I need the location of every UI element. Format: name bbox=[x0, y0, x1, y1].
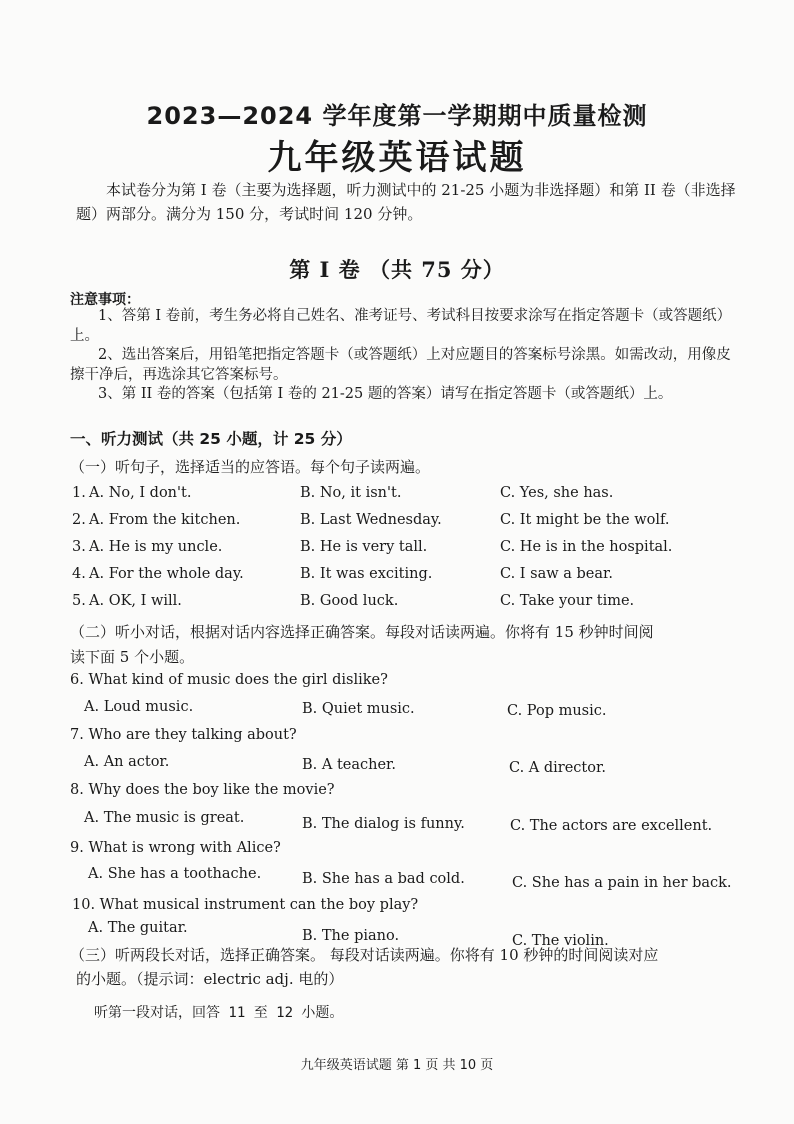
question-number: 4. bbox=[72, 566, 86, 582]
option-b: B. It was exciting. bbox=[300, 566, 433, 582]
option-b: B. Last Wednesday. bbox=[300, 512, 442, 528]
option-c: C. The actors are excellent. bbox=[510, 818, 713, 834]
option-c: C. He is in the hospital. bbox=[500, 539, 673, 555]
notice-list bbox=[70, 307, 736, 405]
section-title: 第 I 卷 （共 75 分） bbox=[289, 257, 505, 282]
exam-title-line1: 2023—2024 学年度第一学期期中质量检测 bbox=[146, 102, 648, 130]
option-a: A. OK, I will. bbox=[89, 593, 182, 609]
option-a: A. He is my uncle. bbox=[89, 539, 223, 555]
option-b: B. Good luck. bbox=[300, 593, 399, 609]
option-c: C. The violin. bbox=[512, 933, 609, 949]
sub3-instruction-line2: 的小题。（提示词：electric adj. 电的） bbox=[76, 970, 344, 988]
option-b: B. Quiet music. bbox=[302, 701, 415, 717]
notice-item: 3、第 II 卷的答案（包括第 I 卷的 21-25 题的答案）请写在指定答题卡（或答题纸）上。 bbox=[98, 386, 673, 402]
sub3-instruction-line3: 听第一段对话，回答 11 至 12 小题。 bbox=[94, 1005, 344, 1021]
question-text: 6. What kind of music does the girl dislike? bbox=[70, 672, 388, 688]
sub1-instruction: （一）听句子，选择适当的应答语。每个句子读两遍。 bbox=[70, 458, 431, 476]
question-text: 7. Who are they talking about? bbox=[70, 727, 297, 743]
page-footer: 九年级英语试题 第 1 页 共 10 页 bbox=[300, 1058, 494, 1073]
option-a: A. For the whole day. bbox=[89, 566, 244, 582]
question-text: 10. What musical instrument can the boy play? bbox=[72, 897, 419, 913]
option-a: A. From the kitchen. bbox=[89, 512, 241, 528]
sub2-instruction-line1: （二）听小对话，根据对话内容选择正确答案。每段对话读两遍。你将有 15 秒钟时间阅 bbox=[70, 623, 654, 641]
option-a: A. The guitar. bbox=[88, 920, 188, 936]
notice-heading: 注意事项： bbox=[70, 292, 140, 308]
option-c: C. It might be the wolf. bbox=[500, 512, 670, 528]
option-a: A. She has a toothache. bbox=[88, 866, 262, 882]
sub2-instruction-line2: 读下面 5 个小题。 bbox=[70, 648, 195, 666]
sub3-instruction-line1: （三）听两段长对话，选择正确答案。 每段对话读两遍。你将有 10 秒钟的时间阅读对应 bbox=[70, 946, 659, 964]
question-number: 1. bbox=[72, 485, 86, 501]
option-a: A. Loud music. bbox=[84, 699, 194, 715]
option-c: C. Pop music. bbox=[507, 703, 607, 719]
question-text: 9. What is wrong with Alice? bbox=[70, 840, 281, 856]
option-c: C. A director. bbox=[509, 760, 606, 776]
option-a: A. The music is great. bbox=[84, 810, 245, 826]
question-number: 5. bbox=[72, 593, 86, 609]
option-b: B. He is very tall. bbox=[300, 539, 428, 555]
exam-intro: 本试卷分为第 I 卷（主要为选择题，听力测试中的 21-25 小题为非选择题）和第 II 卷（非选择题）两部分。满分为 150 分，考试时间 120 分钟。 bbox=[76, 181, 736, 223]
notice-item: 2、选出答案后，用铅笔把指定答题卡（或答题纸）上对应题目的答案标号涂黑。如需改动，用像皮擦干净后，再选涂其它答案标号。 bbox=[70, 347, 731, 383]
question-number: 2. bbox=[72, 512, 86, 528]
option-b: B. She has a bad cold. bbox=[302, 871, 465, 887]
option-c: C. Yes, she has. bbox=[500, 485, 614, 501]
exam-title-line2: 九年级英语试题 bbox=[267, 138, 527, 178]
option-b: B. The dialog is funny. bbox=[302, 816, 465, 832]
option-a: A. An actor. bbox=[84, 754, 170, 770]
option-c: C. Take your time. bbox=[500, 593, 635, 609]
option-a: A. No, I don't. bbox=[89, 485, 192, 501]
notice-item: 1、答第 I 卷前，考生务必将自己姓名、准考证号、考试科目按要求涂写在指定答题卡（或答题纸）上。 bbox=[70, 308, 732, 344]
option-b: B. No, it isn't. bbox=[300, 485, 402, 501]
option-b: B. The piano. bbox=[302, 928, 400, 944]
option-c: C. I saw a bear. bbox=[500, 566, 613, 582]
option-b: B. A teacher. bbox=[302, 757, 396, 773]
part1-heading: 一、听力测试（共 25 小题，计 25 分） bbox=[70, 430, 352, 448]
question-text: 8. Why does the boy like the movie? bbox=[70, 782, 335, 798]
question-number: 3. bbox=[72, 539, 86, 555]
option-c: C. She has a pain in her back. bbox=[512, 875, 732, 891]
